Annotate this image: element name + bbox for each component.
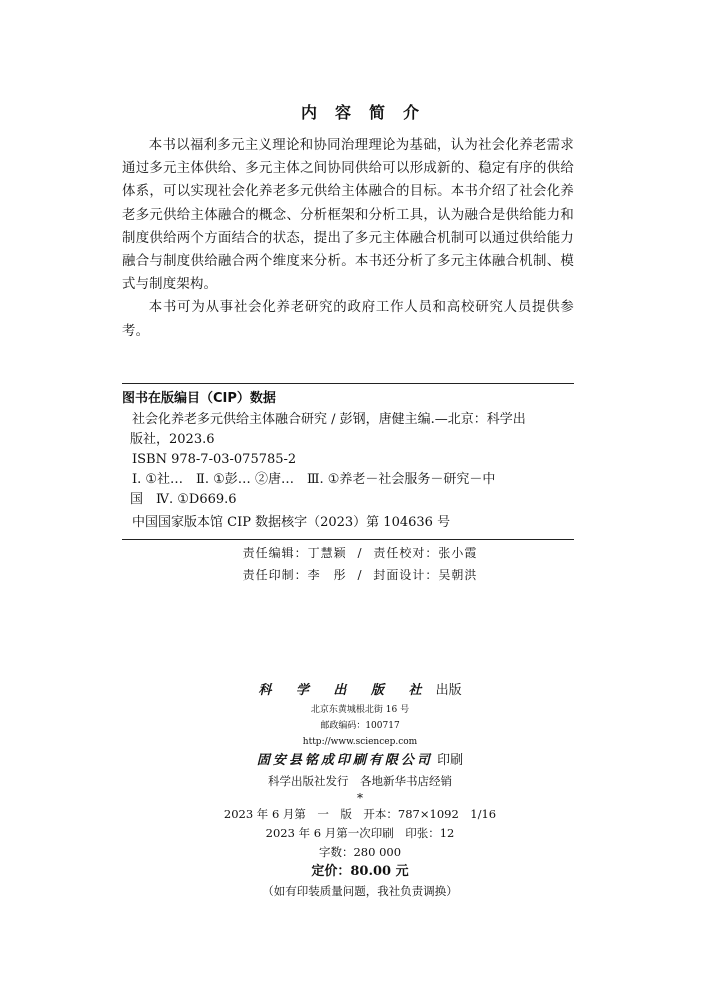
cip-block bbox=[122, 383, 574, 540]
printer-name: 固安县铭成印刷有限公司 bbox=[256, 753, 433, 768]
print-label: 印刷 bbox=[437, 753, 464, 768]
quality-note: （如有印装质量问题，我社负责调换） bbox=[262, 884, 458, 898]
cip-book-info: 社会化养老多元供给主体融合研究 / 彭钢，唐健主编.—北京：科学出 bbox=[132, 412, 526, 427]
separator-star: * bbox=[357, 791, 363, 805]
word-count: 字数：280 000 bbox=[318, 845, 402, 859]
publisher-address: 北京东黄城根北街 16 号 bbox=[310, 705, 410, 715]
publish-label: 出版 bbox=[435, 683, 462, 698]
cip-classification: Ⅰ. ①社… Ⅱ. ①彭… ②唐… Ⅲ. ①养老－社会服务－研究－中 bbox=[132, 472, 496, 487]
summary-paragraph-1: 本书以福利多元主义理论和协同治理理论为基础，认为社会化养老需求通过多元主体供给、多元主体之间协同供给可以形成新的、稳定有序的供给体系，可以实现社会化养老多元供给主体融合的目标。本书介绍了社会化养老多元供给主体融合的概念、分析框架和分析工具，认为融合是供给能力和制度供给两个方面结合的状态，提出了多元主体融合机制可以通过供给能力融合与制度供给融合两个维度来分析。本书还分析了多元主体融合机制、模式与制度架构。 bbox=[122, 138, 574, 293]
editor-credit: 责任编辑：丁慧颖 bbox=[242, 546, 347, 560]
cip-isbn: ISBN 978-7-03-075785-2 bbox=[132, 452, 297, 467]
impression-info: 2023 年 6 月第一次印刷 印张：12 bbox=[265, 826, 455, 840]
cip-core-number: 中国国家版本馆 CIP 数据核字（2023）第 104636 号 bbox=[132, 515, 451, 530]
staff-credits: 责任编辑：丁慧颖 / 责任校对：张小霞 责任印制：李 彤 / 封面设计：吴朝洪 bbox=[0, 542, 720, 586]
cover-design-credit: 封面设计：吴朝洪 bbox=[373, 568, 478, 582]
distribution-info: 科学出版社发行 各地新华书店经销 bbox=[268, 774, 452, 788]
publisher-website: http://www.sciencep.com bbox=[302, 737, 418, 747]
page-title: 内容简介 bbox=[300, 103, 437, 122]
edition-info: 2023 年 6 月第 一 版 开本：787×1092 1/16 bbox=[223, 807, 497, 821]
proofreader-credit: 责任校对：张小霞 bbox=[373, 546, 478, 560]
cip-book-info-cont: 版社，2023.6 bbox=[130, 432, 215, 447]
summary-paragraph-2: 本书可为从事社会化养老研究的政府工作人员和高校研究人员提供参考。 bbox=[122, 300, 574, 339]
colophon bbox=[0, 680, 720, 901]
cip-heading: 图书在版编目（CIP）数据 bbox=[122, 391, 276, 406]
price: 定价：80.00 元 bbox=[311, 864, 409, 879]
printing-credit: 责任印制：李 彤 bbox=[242, 568, 347, 582]
content-summary bbox=[122, 134, 574, 343]
cip-classification-cont: 国 Ⅳ. ①D669.6 bbox=[130, 492, 237, 507]
publisher-postcode: 邮政编码：100717 bbox=[320, 721, 400, 731]
publisher-name: 科 学 出 版 社 bbox=[258, 683, 432, 698]
